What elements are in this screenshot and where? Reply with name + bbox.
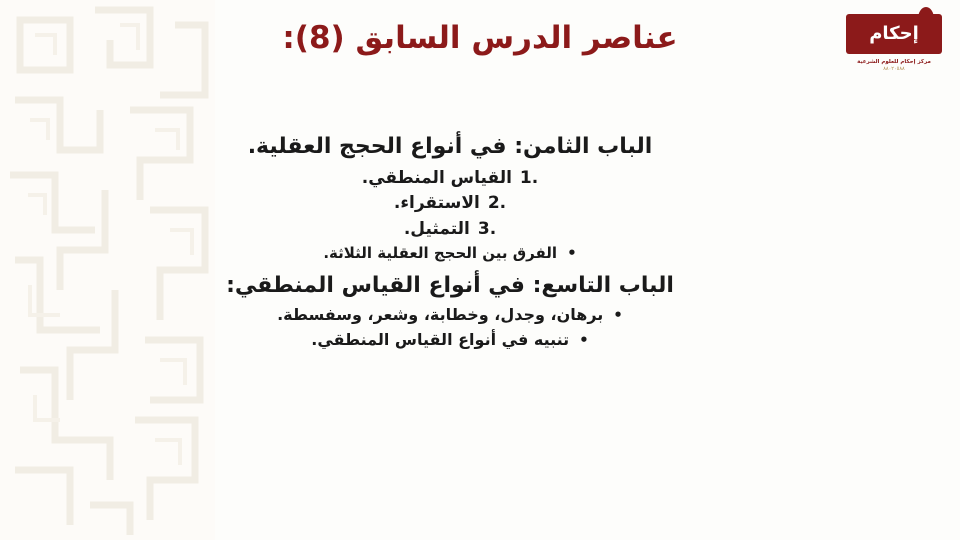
bullet-icon: •: [567, 244, 577, 263]
bullet-icon: •: [613, 306, 623, 325]
list-item-label: تنبيه في أنواع القياس المنطقي.: [311, 329, 570, 349]
bullet-list-types: [120, 303, 780, 353]
slide-body: [120, 132, 780, 353]
list-item-label: الاستقراء.: [393, 193, 480, 214]
list-item: [120, 328, 780, 353]
list-marker: 1.: [519, 167, 539, 188]
list-item: [120, 303, 780, 328]
list-item-label: برهان، وجدل، وخطابة، وشعر، وسفسطة.: [277, 305, 604, 325]
list-marker: 2.: [487, 193, 507, 214]
logo-subtitle-secondary: ٨٨٠٢٠٥٨٨: [883, 66, 905, 73]
logo-subtitle-primary: مركز إحكام للعلوم الشرعية: [857, 59, 931, 65]
list-item-label: القياس المنطقي.: [361, 167, 512, 188]
list-item: [120, 191, 780, 217]
list-marker: 3.: [477, 218, 497, 239]
bullet-icon: •: [579, 330, 589, 349]
section-heading-eight: الباب الثامن: في أنواع الحجج العقلية.: [247, 134, 653, 159]
page-title: عناصر الدرس السابق (8):: [282, 20, 678, 56]
list-item: [120, 166, 780, 192]
numbered-list: [120, 166, 780, 243]
logo-badge: [846, 14, 942, 54]
list-item: [120, 217, 780, 243]
logo: [846, 14, 942, 88]
list-item-label: الفرق بين الحجج العقلية الثلاثة.: [323, 244, 558, 263]
dome-icon: [918, 7, 934, 21]
logo-name: إحكام: [869, 23, 919, 44]
bullet-list-difference: [120, 242, 780, 265]
list-item-label: التمثيل.: [403, 218, 470, 239]
section-heading-nine: الباب التاسع: في أنواع القياس المنطقي:: [226, 273, 674, 299]
list-item: [120, 242, 780, 265]
